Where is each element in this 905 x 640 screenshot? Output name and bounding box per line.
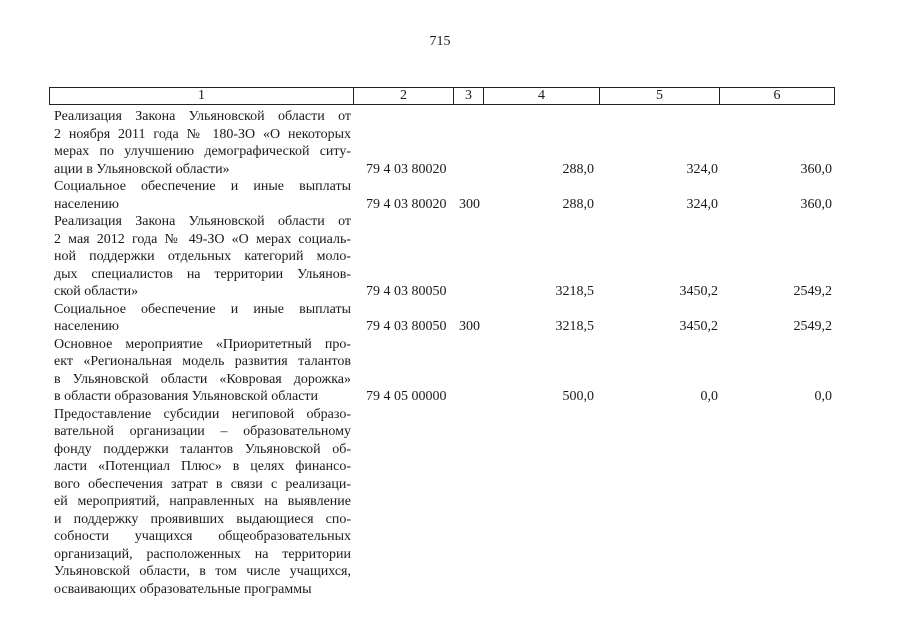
description-line: 2 ноября 2011 года № 180-ЗО «О некоторых [54,126,351,142]
column-header-3: 3 [454,88,484,104]
description-line: Реализация Закона Ульяновской области от [54,109,351,124]
table-row [54,213,844,301]
description-line: Реализация Закона Ульяновской области от [54,214,351,229]
table-row [54,178,844,213]
amount-col-6: 2549,2 [793,284,832,299]
table-body [54,108,844,598]
description-line: в области образования Ульяновской области [54,389,319,404]
description-line: ласти «Потенциал Плюс» в целях финансо- [54,459,351,474]
target-article-code: 79 4 03 80050 [366,284,447,299]
amount-col-5: 324,0 [686,161,718,177]
description-line: в Ульяновской области «Ковровая дорожка» [54,371,351,387]
description-line: собности учащихся общеобразовательных [54,529,351,544]
description-line: Предоставление субсидии негиповой образо- [54,406,351,422]
row-description [54,301,351,336]
description-line: Социальное обеспечение и иные выплаты [54,301,351,317]
amount-col-4: 500,0 [562,389,594,404]
table-header-row [49,87,835,105]
description-line: Ульяновской области, в том числе учащихся, [54,564,351,579]
target-article-code: 79 4 05 00000 [366,389,447,404]
row-description [54,108,351,178]
row-description [54,406,351,599]
amount-col-4: 288,0 [562,196,594,212]
description-line: населению [54,319,119,334]
description-line: вательной организации – образовательному [54,424,351,439]
column-header-6: 6 [773,88,781,103]
amount-col-5: 3450,2 [679,319,718,334]
amount-col-6: 2549,2 [793,319,832,334]
page-number: 715 [429,34,451,49]
description-line: осваивающих образовательные программы [54,581,312,597]
target-article-code: 79 4 03 80050 [366,319,447,334]
description-line: ации в Ульяновской области» [54,161,230,177]
amount-col-5: 324,0 [686,196,718,212]
description-line: 2 мая 2012 года № 49-ЗО «О мерах социаль- [54,231,351,247]
column-header-2: 2 [354,88,454,104]
description-line: вого обеспечения затрат в связи с реализаци- [54,476,351,492]
column-header-1: 1 [50,88,354,104]
description-line: населению [54,196,119,212]
row-description [54,178,351,213]
table-row [54,301,844,336]
amount-col-5: 0,0 [700,389,718,404]
row-description [54,336,351,406]
amount-col-6: 360,0 [800,161,832,177]
table-row [54,108,844,178]
amount-col-6: 0,0 [814,389,832,404]
target-article-code: 79 4 03 80020 [366,161,447,177]
description-line: и поддержку проявивших выдающиеся спо- [54,511,351,527]
description-line: ект «Региональная модель развития талантов [54,354,351,369]
column-header-5: 5 [600,88,720,104]
expense-type-code: 300 [459,196,480,212]
table-row [54,406,844,599]
description-line: ской области» [54,284,139,299]
amount-col-5: 3450,2 [679,284,718,299]
amount-col-4: 3218,5 [555,319,594,334]
row-description [54,213,351,301]
amount-col-4: 288,0 [562,161,594,177]
target-article-code: 79 4 03 80020 [366,196,447,212]
description-line: дых специалистов на территории Ульянов- [54,266,351,282]
expense-type-code: 300 [459,319,480,334]
table-row [54,336,844,406]
description-line: фонду поддержки талантов Ульяновской об- [54,441,351,457]
description-line: организаций, расположенных на территории [54,546,351,562]
description-line: Основное мероприятие «Приоритетный про- [54,336,351,352]
amount-col-4: 3218,5 [555,284,594,299]
description-line: мерах по улучшению демографической ситу- [54,144,351,159]
description-line: ной поддержки отдельных категорий моло- [54,249,351,264]
description-line: ей мероприятий, направленных на выявление [54,494,351,509]
description-line: Социальное обеспечение и иные выплаты [54,179,351,194]
column-header-4: 4 [484,88,600,104]
amount-col-6: 360,0 [800,196,832,212]
